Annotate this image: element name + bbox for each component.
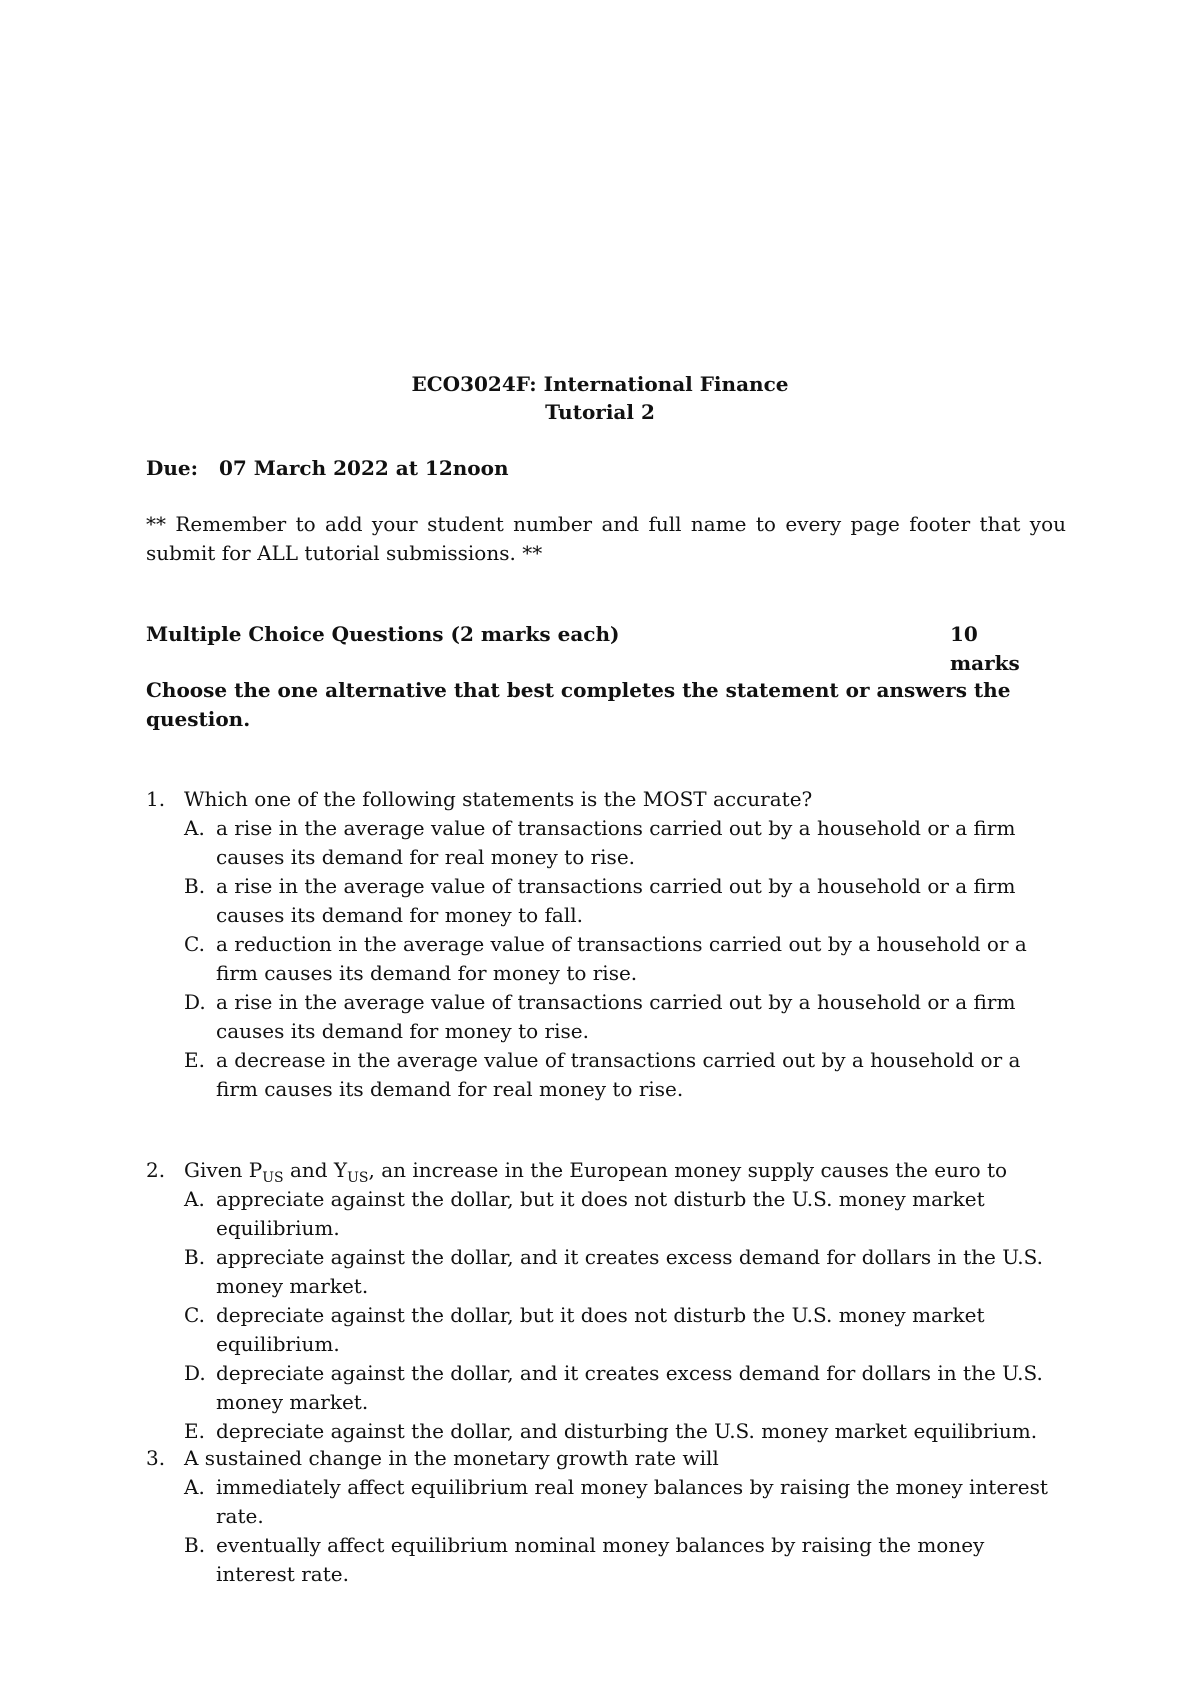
option-text: a rise in the average value of transactions carried out by a household or a firm causes its demand for money to rise. (216, 990, 1016, 1043)
option-text: depreciate against the dollar, and it creates excess demand for dollars in the U.S. money market. (216, 1361, 1043, 1414)
due-label: Due: (146, 456, 198, 480)
subscript-us: US (347, 1170, 369, 1186)
option-text: depreciate against the dollar, but it does not disturb the U.S. money market equilibrium. (216, 1303, 985, 1356)
section-title: Multiple Choice Questions (2 marks each) (146, 622, 620, 646)
stem-part: Given P (184, 1158, 263, 1182)
option-letter: C. (184, 932, 205, 956)
option-text: immediately affect equilibrium real money balances by raising the money interest rate. (216, 1475, 1048, 1528)
option-e (146, 1046, 1066, 1104)
question-stem (146, 1156, 1066, 1185)
option-text: a reduction in the average value of transactions carried out by a household or a firm causes its demand for money to rise. (216, 932, 1027, 985)
option-text: eventually affect equilibrium nominal money balances by raising the money interest rate. (216, 1533, 985, 1586)
question-3 (146, 1444, 1066, 1589)
option-text: depreciate against the dollar, and disturbing the U.S. money market equilibrium. (216, 1419, 1038, 1443)
question-text: Which one of the following statements is the MOST accurate? (184, 787, 813, 811)
due-line (146, 454, 509, 483)
option-text: appreciate against the dollar, but it does not disturb the U.S. money market equilibrium. (216, 1187, 985, 1240)
question-number: 3. (146, 1446, 166, 1470)
option-d (146, 1359, 1066, 1417)
section-instruction: Choose the one alternative that best completes the statement or answers the question. (146, 678, 1011, 731)
option-letter: A. (184, 1475, 205, 1499)
option-letter: B. (184, 874, 206, 898)
option-letter: E. (184, 1419, 205, 1443)
tutorial-title: Tutorial 2 (545, 400, 655, 424)
option-letter: E. (184, 1048, 205, 1072)
question-number: 2. (146, 1158, 166, 1182)
option-letter: A. (184, 816, 205, 840)
subscript-us: US (262, 1170, 284, 1186)
question-text (184, 1158, 1008, 1186)
option-a (146, 1185, 1066, 1243)
question-text: A sustained change in the monetary growth rate will (184, 1446, 719, 1470)
question-stem (146, 1444, 1066, 1473)
option-list (146, 814, 1066, 1104)
option-text: a rise in the average value of transactions carried out by a household or a firm causes its demand for money to fall. (216, 874, 1016, 927)
course-title: ECO3024F: International Finance (411, 372, 789, 396)
option-text: a decrease in the average value of transactions carried out by a household or a firm causes its demand for real money to rise. (216, 1048, 1021, 1101)
section-heading (146, 620, 1046, 675)
option-b (146, 872, 1066, 930)
question-2 (146, 1156, 1066, 1446)
option-a (146, 1473, 1066, 1531)
stem-part: , an increase in the European money supply causes the euro to (368, 1158, 1008, 1182)
option-text: appreciate against the dollar, and it creates excess demand for dollars in the U.S. money market. (216, 1245, 1043, 1298)
option-a (146, 814, 1066, 872)
option-letter: D. (184, 1361, 206, 1385)
option-text: a rise in the average value of transactions carried out by a household or a firm causes its demand for real money to rise. (216, 816, 1016, 869)
due-date: 07 March 2022 at 12noon (219, 456, 509, 480)
option-d (146, 988, 1066, 1046)
option-c (146, 930, 1066, 988)
option-letter: B. (184, 1533, 206, 1557)
option-letter: C. (184, 1303, 205, 1327)
option-letter: B. (184, 1245, 206, 1269)
option-e (146, 1417, 1066, 1446)
option-b (146, 1531, 1066, 1589)
stem-part: and Y (283, 1158, 348, 1182)
option-letter: A. (184, 1187, 205, 1211)
option-letter: D. (184, 990, 206, 1014)
question-number: 1. (146, 787, 166, 811)
question-stem (146, 785, 1066, 814)
section-marks: 10 marks (950, 622, 1020, 675)
option-list (146, 1185, 1066, 1446)
option-b (146, 1243, 1066, 1301)
submission-reminder: ** Remember to add your student number and full name to every page footer that you submit for ALL tutorial submissions. ** (146, 512, 1066, 565)
option-list (146, 1473, 1066, 1589)
option-c (146, 1301, 1066, 1359)
question-1 (146, 785, 1066, 1104)
